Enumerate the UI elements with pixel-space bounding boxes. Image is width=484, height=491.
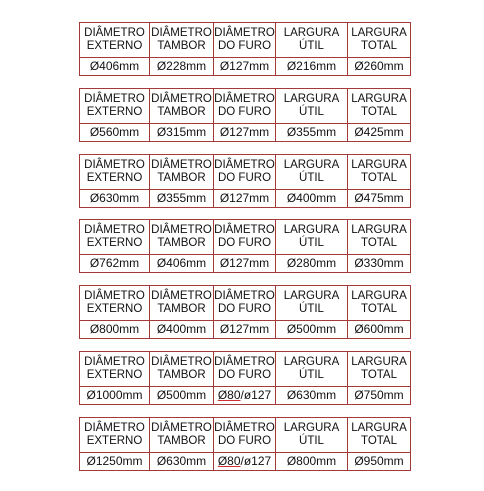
header-cell (276, 220, 348, 255)
header-line-1: DIÂMETRO (151, 422, 212, 434)
spec-table (79, 351, 411, 405)
header-line-1: DIÂMETRO (214, 93, 275, 105)
table-row (80, 255, 411, 273)
header-line-1: DIÂMETRO (214, 27, 275, 39)
value-cell: Ø406mm (150, 255, 214, 273)
underlined-value-part: Ø80 (217, 388, 241, 402)
header-line-1: DIÂMETRO (84, 27, 145, 39)
table-row (80, 387, 411, 405)
header-cell (80, 220, 150, 255)
header-line-1: DIÂMETRO (151, 93, 212, 105)
header-cell (348, 286, 411, 321)
header-cell (80, 155, 150, 190)
underlined-value-part: Ø80 (217, 454, 241, 468)
value-cell: Ø127mm (214, 124, 276, 142)
header-line-1: DIÂMETRO (214, 356, 275, 368)
table-header-row (80, 220, 411, 255)
header-line-1: DIÂMETRO (151, 224, 212, 236)
header-line-2: ÚTIL (299, 172, 324, 184)
spec-table (79, 88, 411, 142)
header-line-1: DIÂMETRO (84, 224, 145, 236)
spec-table (79, 417, 411, 471)
value-cell: Ø630mm (150, 453, 214, 471)
header-cell (80, 286, 150, 321)
header-cell (150, 155, 214, 190)
header-cell (214, 286, 276, 321)
header-line-2: DO FURO (217, 172, 272, 184)
header-cell (214, 23, 276, 58)
header-cell (214, 418, 276, 453)
table-row (80, 190, 411, 208)
table-header-row (80, 155, 411, 190)
table-header-row (80, 89, 411, 124)
spec-table (79, 219, 411, 273)
header-cell (150, 23, 214, 58)
value-cell: Ø800mm (80, 321, 150, 339)
value-cell: Ø355mm (150, 190, 214, 208)
value-cell: Ø475mm (348, 190, 411, 208)
header-line-2: EXTERNO (86, 435, 143, 447)
value-cell: Ø560mm (80, 124, 150, 142)
header-line-2: EXTERNO (86, 237, 143, 249)
value-cell: Ø127mm (214, 321, 276, 339)
header-line-2: TAMBOR (157, 369, 206, 381)
header-line-1: LARGURA (283, 422, 340, 434)
value-cell: Ø950mm (348, 453, 411, 471)
header-cell (214, 220, 276, 255)
header-line-2: TOTAL (361, 237, 397, 249)
header-line-2: DO FURO (217, 303, 272, 315)
header-line-1: LARGURA (351, 159, 407, 171)
table-row (80, 453, 411, 471)
header-cell (348, 23, 411, 58)
header-line-1: LARGURA (283, 224, 340, 236)
header-line-2: TOTAL (361, 40, 397, 52)
header-line-1: DIÂMETRO (214, 290, 275, 302)
header-line-1: DIÂMETRO (84, 93, 145, 105)
header-cell (276, 418, 348, 453)
header-line-1: LARGURA (283, 290, 340, 302)
header-cell (276, 286, 348, 321)
header-cell (276, 89, 348, 124)
value-cell: Ø1250mm (80, 453, 150, 471)
header-cell (150, 220, 214, 255)
table-row (80, 321, 411, 339)
header-line-2: DO FURO (217, 237, 272, 249)
value-cell (214, 453, 276, 471)
value-cell: Ø406mm (80, 58, 150, 76)
header-line-2: TAMBOR (157, 435, 206, 447)
header-line-1: DIÂMETRO (84, 356, 145, 368)
header-line-1: DIÂMETRO (84, 159, 145, 171)
header-cell (80, 23, 150, 58)
value-cell: Ø127mm (214, 255, 276, 273)
header-cell (276, 23, 348, 58)
header-line-2: ÚTIL (299, 40, 324, 52)
header-cell (80, 89, 150, 124)
value-cell: Ø630mm (80, 190, 150, 208)
value-cell: Ø500mm (150, 387, 214, 405)
header-cell (214, 352, 276, 387)
spec-table (79, 285, 411, 339)
header-line-1: LARGURA (351, 290, 407, 302)
header-cell (150, 89, 214, 124)
header-line-2: EXTERNO (86, 172, 143, 184)
header-line-1: LARGURA (283, 93, 340, 105)
value-cell: Ø630mm (276, 387, 348, 405)
header-cell (348, 155, 411, 190)
header-cell (80, 418, 150, 453)
header-line-1: LARGURA (283, 159, 340, 171)
header-line-2: DO FURO (217, 106, 272, 118)
value-cell: Ø400mm (276, 190, 348, 208)
header-line-2: TOTAL (361, 303, 397, 315)
value-cell: Ø500mm (276, 321, 348, 339)
header-line-2: TOTAL (361, 106, 397, 118)
header-line-2: TOTAL (361, 435, 397, 447)
header-line-1: DIÂMETRO (151, 159, 212, 171)
header-line-1: LARGURA (351, 93, 407, 105)
header-line-1: DIÂMETRO (214, 224, 275, 236)
header-cell (276, 155, 348, 190)
header-line-2: TAMBOR (157, 303, 206, 315)
header-line-1: DIÂMETRO (151, 27, 212, 39)
header-line-1: LARGURA (351, 224, 407, 236)
header-line-1: DIÂMETRO (214, 422, 275, 434)
header-line-2: TAMBOR (157, 106, 206, 118)
header-line-1: DIÂMETRO (84, 422, 145, 434)
header-line-2: EXTERNO (86, 106, 143, 118)
table-header-row (80, 23, 411, 58)
header-line-2: TOTAL (361, 369, 397, 381)
header-line-2: TAMBOR (157, 40, 206, 52)
header-line-2: TOTAL (361, 172, 397, 184)
header-cell (348, 220, 411, 255)
header-line-2: ÚTIL (299, 303, 324, 315)
value-cell: Ø762mm (80, 255, 150, 273)
value-cell: Ø280mm (276, 255, 348, 273)
spec-table (79, 22, 411, 76)
value-cell: Ø228mm (150, 58, 214, 76)
header-cell (214, 89, 276, 124)
header-line-1: DIÂMETRO (151, 356, 212, 368)
header-line-2: DO FURO (217, 40, 272, 52)
value-cell: Ø330mm (348, 255, 411, 273)
value-cell: Ø800mm (276, 453, 348, 471)
header-cell (150, 418, 214, 453)
header-cell (348, 352, 411, 387)
header-line-2: ÚTIL (299, 435, 324, 447)
header-line-1: LARGURA (351, 422, 407, 434)
header-cell (348, 89, 411, 124)
value-cell: Ø400mm (150, 321, 214, 339)
value-cell: Ø127mm (214, 190, 276, 208)
value-cell: Ø127mm (214, 58, 276, 76)
header-cell (276, 352, 348, 387)
header-line-1: LARGURA (351, 27, 407, 39)
header-cell (150, 352, 214, 387)
header-line-1: LARGURA (283, 27, 340, 39)
table-header-row (80, 286, 411, 321)
value-cell: Ø216mm (276, 58, 348, 76)
header-line-2: DO FURO (217, 435, 272, 447)
header-line-1: DIÂMETRO (214, 159, 275, 171)
header-line-1: DIÂMETRO (84, 290, 145, 302)
value-part: /ø127 (240, 388, 272, 402)
value-cell: Ø260mm (348, 58, 411, 76)
value-cell: Ø750mm (348, 387, 411, 405)
header-line-2: TAMBOR (157, 237, 206, 249)
value-cell: Ø600mm (348, 321, 411, 339)
header-line-2: ÚTIL (299, 237, 324, 249)
header-line-2: EXTERNO (86, 303, 143, 315)
table-row (80, 124, 411, 142)
header-line-2: EXTERNO (86, 40, 143, 52)
spec-table (79, 154, 411, 208)
header-line-2: DO FURO (217, 369, 272, 381)
header-line-2: ÚTIL (299, 106, 324, 118)
value-cell: Ø355mm (276, 124, 348, 142)
header-line-2: TAMBOR (157, 172, 206, 184)
header-cell (348, 418, 411, 453)
header-line-1: LARGURA (283, 356, 340, 368)
value-part: /ø127 (240, 454, 272, 468)
header-line-2: ÚTIL (299, 369, 324, 381)
value-cell: Ø315mm (150, 124, 214, 142)
value-cell (214, 387, 276, 405)
table-header-row (80, 418, 411, 453)
table-header-row (80, 352, 411, 387)
header-cell (214, 155, 276, 190)
header-cell (80, 352, 150, 387)
header-line-1: LARGURA (351, 356, 407, 368)
value-cell: Ø425mm (348, 124, 411, 142)
table-row (80, 58, 411, 76)
value-cell: Ø1000mm (80, 387, 150, 405)
header-line-2: EXTERNO (86, 369, 143, 381)
header-line-1: DIÂMETRO (151, 290, 212, 302)
header-cell (150, 286, 214, 321)
